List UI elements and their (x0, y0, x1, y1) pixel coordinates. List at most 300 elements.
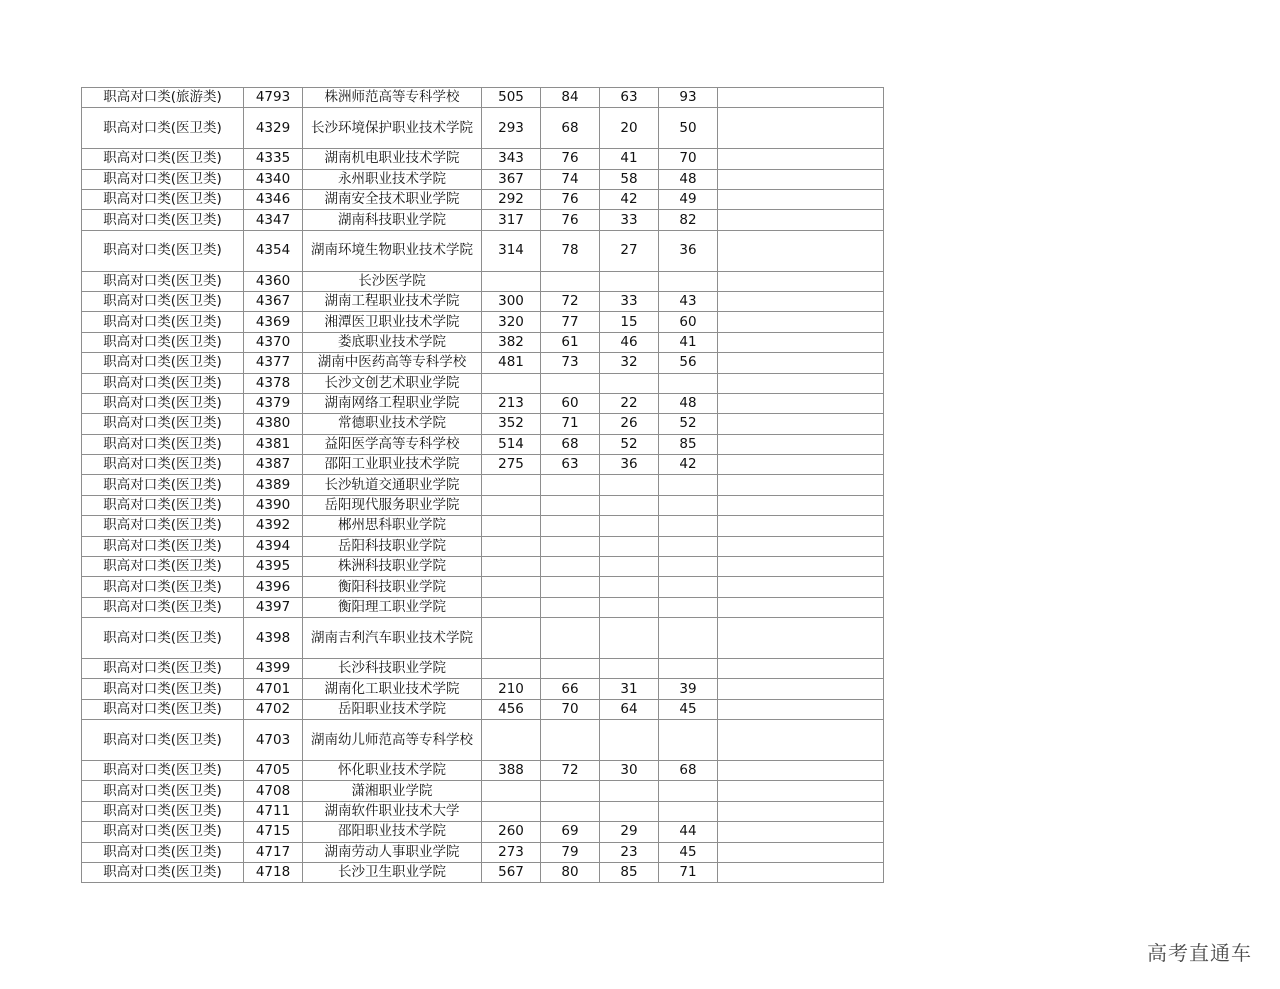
school-code-cell: 4398 (244, 618, 303, 659)
table-row (82, 577, 884, 597)
school-name-cell: 湖南中医药高等专科学校 (303, 353, 482, 373)
category-cell: 职高对口类(医卫类) (82, 495, 244, 515)
table-row (82, 862, 884, 882)
value-cell-4: 41 (659, 332, 718, 352)
school-name-cell: 邵阳职业技术学院 (303, 822, 482, 842)
school-name-cell: 湖南吉利汽车职业技术学院 (303, 618, 482, 659)
value-cell-5 (718, 597, 884, 617)
value-cell-5 (718, 414, 884, 434)
value-cell-4 (659, 373, 718, 393)
category-cell: 职高对口类(医卫类) (82, 332, 244, 352)
value-cell-2 (541, 658, 600, 678)
value-cell-1 (482, 597, 541, 617)
category-cell: 职高对口类(医卫类) (82, 516, 244, 536)
value-cell-5 (718, 169, 884, 189)
value-cell-1: 210 (482, 679, 541, 699)
value-cell-4 (659, 557, 718, 577)
value-cell-2 (541, 618, 600, 659)
school-code-cell: 4369 (244, 312, 303, 332)
category-cell: 职高对口类(医卫类) (82, 760, 244, 780)
value-cell-1: 367 (482, 169, 541, 189)
table-row (82, 455, 884, 475)
value-cell-4 (659, 597, 718, 617)
category-cell: 职高对口类(医卫类) (82, 475, 244, 495)
school-code-cell: 4370 (244, 332, 303, 352)
category-cell: 职高对口类(医卫类) (82, 455, 244, 475)
value-cell-2: 60 (541, 393, 600, 413)
school-code-cell: 4708 (244, 781, 303, 801)
value-cell-2: 78 (541, 230, 600, 271)
value-cell-2 (541, 597, 600, 617)
value-cell-2: 80 (541, 862, 600, 882)
school-name-cell: 湖南科技职业学院 (303, 210, 482, 230)
school-code-cell: 4380 (244, 414, 303, 434)
value-cell-2: 66 (541, 679, 600, 699)
value-cell-3: 23 (600, 842, 659, 862)
school-name-cell: 株洲科技职业学院 (303, 557, 482, 577)
school-name-cell: 长沙医学院 (303, 271, 482, 291)
value-cell-1 (482, 720, 541, 761)
value-cell-3 (600, 618, 659, 659)
value-cell-2 (541, 781, 600, 801)
value-cell-5 (718, 210, 884, 230)
value-cell-2: 76 (541, 210, 600, 230)
school-name-cell: 湖南网络工程职业学院 (303, 393, 482, 413)
school-code-cell: 4717 (244, 842, 303, 862)
value-cell-5 (718, 781, 884, 801)
value-cell-1 (482, 536, 541, 556)
value-cell-5 (718, 720, 884, 761)
school-name-cell: 湖南安全技术职业学院 (303, 189, 482, 209)
value-cell-3: 22 (600, 393, 659, 413)
school-code-cell: 4715 (244, 822, 303, 842)
value-cell-4: 48 (659, 393, 718, 413)
value-cell-5 (718, 271, 884, 291)
value-cell-5 (718, 801, 884, 821)
school-name-cell: 湖南软件职业技术大学 (303, 801, 482, 821)
value-cell-1 (482, 475, 541, 495)
category-cell: 职高对口类(医卫类) (82, 189, 244, 209)
school-name-cell: 常德职业技术学院 (303, 414, 482, 434)
table-row (82, 679, 884, 699)
table-row (82, 312, 884, 332)
value-cell-3 (600, 658, 659, 678)
value-cell-5 (718, 312, 884, 332)
category-cell: 职高对口类(医卫类) (82, 414, 244, 434)
school-name-cell: 邵阳工业职业技术学院 (303, 455, 482, 475)
value-cell-4: 52 (659, 414, 718, 434)
value-cell-1: 314 (482, 230, 541, 271)
value-cell-5 (718, 516, 884, 536)
table-row (82, 781, 884, 801)
category-cell: 职高对口类(医卫类) (82, 781, 244, 801)
value-cell-2 (541, 373, 600, 393)
value-cell-1: 388 (482, 760, 541, 780)
category-cell: 职高对口类(医卫类) (82, 108, 244, 149)
value-cell-3: 30 (600, 760, 659, 780)
school-name-cell: 衡阳科技职业学院 (303, 577, 482, 597)
value-cell-2: 76 (541, 189, 600, 209)
value-cell-2 (541, 271, 600, 291)
school-name-cell: 永州职业技术学院 (303, 169, 482, 189)
category-cell: 职高对口类(医卫类) (82, 210, 244, 230)
school-code-cell: 4701 (244, 679, 303, 699)
category-cell: 职高对口类(医卫类) (82, 373, 244, 393)
value-cell-3 (600, 495, 659, 515)
value-cell-5 (718, 495, 884, 515)
table-row (82, 822, 884, 842)
value-cell-5 (718, 842, 884, 862)
category-cell: 职高对口类(医卫类) (82, 393, 244, 413)
table-row (82, 536, 884, 556)
school-name-cell: 湖南工程职业技术学院 (303, 291, 482, 311)
table-row (82, 720, 884, 761)
value-cell-5 (718, 149, 884, 169)
value-cell-3: 27 (600, 230, 659, 271)
school-name-cell: 怀化职业技术学院 (303, 760, 482, 780)
value-cell-3 (600, 475, 659, 495)
table-row (82, 332, 884, 352)
table-row (82, 88, 884, 108)
value-cell-3: 46 (600, 332, 659, 352)
value-cell-1: 514 (482, 434, 541, 454)
value-cell-2 (541, 536, 600, 556)
category-cell: 职高对口类(医卫类) (82, 801, 244, 821)
value-cell-4 (659, 720, 718, 761)
value-cell-2: 79 (541, 842, 600, 862)
value-cell-3 (600, 720, 659, 761)
school-name-cell: 长沙轨道交通职业学院 (303, 475, 482, 495)
value-cell-1: 300 (482, 291, 541, 311)
value-cell-3: 63 (600, 88, 659, 108)
school-name-cell: 岳阳现代服务职业学院 (303, 495, 482, 515)
value-cell-4 (659, 536, 718, 556)
category-cell: 职高对口类(医卫类) (82, 149, 244, 169)
school-name-cell: 株洲师范高等专科学校 (303, 88, 482, 108)
category-cell: 职高对口类(医卫类) (82, 230, 244, 271)
value-cell-5 (718, 679, 884, 699)
value-cell-5 (718, 760, 884, 780)
value-cell-1 (482, 557, 541, 577)
category-cell: 职高对口类(医卫类) (82, 291, 244, 311)
value-cell-2: 72 (541, 760, 600, 780)
school-code-cell: 4378 (244, 373, 303, 393)
table-row (82, 210, 884, 230)
category-cell: 职高对口类(旅游类) (82, 88, 244, 108)
value-cell-1: 456 (482, 699, 541, 719)
value-cell-3: 33 (600, 210, 659, 230)
school-code-cell: 4346 (244, 189, 303, 209)
school-name-cell: 湖南劳动人事职业学院 (303, 842, 482, 862)
value-cell-3: 41 (600, 149, 659, 169)
table-row (82, 475, 884, 495)
value-cell-5 (718, 658, 884, 678)
school-code-cell: 4387 (244, 455, 303, 475)
school-code-cell: 4377 (244, 353, 303, 373)
school-code-cell: 4379 (244, 393, 303, 413)
school-name-cell: 益阳医学高等专科学校 (303, 434, 482, 454)
category-cell: 职高对口类(医卫类) (82, 597, 244, 617)
category-cell: 职高对口类(医卫类) (82, 169, 244, 189)
value-cell-3: 42 (600, 189, 659, 209)
school-code-cell: 4335 (244, 149, 303, 169)
value-cell-4: 42 (659, 455, 718, 475)
school-code-cell: 4793 (244, 88, 303, 108)
value-cell-2: 70 (541, 699, 600, 719)
table-row (82, 149, 884, 169)
value-cell-5 (718, 230, 884, 271)
value-cell-4: 70 (659, 149, 718, 169)
school-name-cell: 湖南机电职业技术学院 (303, 149, 482, 169)
value-cell-4 (659, 801, 718, 821)
school-code-cell: 4397 (244, 597, 303, 617)
value-cell-3 (600, 801, 659, 821)
school-name-cell: 湖南环境生物职业技术学院 (303, 230, 482, 271)
school-name-cell: 湖南幼儿师范高等专科学校 (303, 720, 482, 761)
school-name-cell: 湖南化工职业技术学院 (303, 679, 482, 699)
school-code-cell: 4367 (244, 291, 303, 311)
table-row (82, 495, 884, 515)
value-cell-2: 71 (541, 414, 600, 434)
value-cell-1: 481 (482, 353, 541, 373)
school-name-cell: 长沙卫生职业学院 (303, 862, 482, 882)
school-name-cell: 潇湘职业学院 (303, 781, 482, 801)
value-cell-3: 58 (600, 169, 659, 189)
value-cell-5 (718, 618, 884, 659)
value-cell-4: 49 (659, 189, 718, 209)
category-cell: 职高对口类(医卫类) (82, 312, 244, 332)
value-cell-5 (718, 393, 884, 413)
value-cell-5 (718, 332, 884, 352)
value-cell-4 (659, 495, 718, 515)
category-cell: 职高对口类(医卫类) (82, 271, 244, 291)
table-row (82, 658, 884, 678)
value-cell-4: 39 (659, 679, 718, 699)
school-code-cell: 4718 (244, 862, 303, 882)
value-cell-5 (718, 699, 884, 719)
value-cell-4: 45 (659, 842, 718, 862)
school-code-cell: 4360 (244, 271, 303, 291)
value-cell-1 (482, 618, 541, 659)
value-cell-2: 76 (541, 149, 600, 169)
category-cell: 职高对口类(医卫类) (82, 842, 244, 862)
value-cell-3: 31 (600, 679, 659, 699)
value-cell-5 (718, 88, 884, 108)
table-row (82, 169, 884, 189)
school-code-cell: 4396 (244, 577, 303, 597)
value-cell-2: 73 (541, 353, 600, 373)
table-row (82, 801, 884, 821)
value-cell-5 (718, 373, 884, 393)
value-cell-4: 48 (659, 169, 718, 189)
school-code-cell: 4392 (244, 516, 303, 536)
table-row (82, 434, 884, 454)
school-name-cell: 湘潭医卫职业技术学院 (303, 312, 482, 332)
value-cell-3: 36 (600, 455, 659, 475)
admission-score-table (81, 87, 884, 883)
value-cell-1 (482, 658, 541, 678)
school-code-cell: 4389 (244, 475, 303, 495)
value-cell-4 (659, 475, 718, 495)
category-cell: 职高对口类(医卫类) (82, 434, 244, 454)
value-cell-3 (600, 557, 659, 577)
school-name-cell: 长沙环境保护职业技术学院 (303, 108, 482, 149)
value-cell-3: 26 (600, 414, 659, 434)
school-code-cell: 4390 (244, 495, 303, 515)
value-cell-2 (541, 495, 600, 515)
value-cell-5 (718, 353, 884, 373)
value-cell-4 (659, 577, 718, 597)
value-cell-3 (600, 536, 659, 556)
value-cell-1 (482, 495, 541, 515)
school-code-cell: 4702 (244, 699, 303, 719)
school-name-cell: 岳阳科技职业学院 (303, 536, 482, 556)
value-cell-5 (718, 475, 884, 495)
value-cell-4: 45 (659, 699, 718, 719)
value-cell-5 (718, 189, 884, 209)
category-cell: 职高对口类(医卫类) (82, 679, 244, 699)
school-name-cell: 岳阳职业技术学院 (303, 699, 482, 719)
table-row (82, 516, 884, 536)
value-cell-4: 56 (659, 353, 718, 373)
value-cell-1: 567 (482, 862, 541, 882)
value-cell-1: 317 (482, 210, 541, 230)
school-code-cell: 4711 (244, 801, 303, 821)
value-cell-4: 44 (659, 822, 718, 842)
table-row (82, 189, 884, 209)
value-cell-2 (541, 720, 600, 761)
value-cell-4: 36 (659, 230, 718, 271)
value-cell-4: 71 (659, 862, 718, 882)
value-cell-1: 260 (482, 822, 541, 842)
value-cell-2: 74 (541, 169, 600, 189)
value-cell-5 (718, 862, 884, 882)
value-cell-1 (482, 577, 541, 597)
value-cell-5 (718, 108, 884, 149)
value-cell-2: 69 (541, 822, 600, 842)
value-cell-5 (718, 455, 884, 475)
category-cell: 职高对口类(医卫类) (82, 822, 244, 842)
value-cell-2: 77 (541, 312, 600, 332)
value-cell-2: 63 (541, 455, 600, 475)
value-cell-1 (482, 516, 541, 536)
table-row (82, 230, 884, 271)
value-cell-1: 352 (482, 414, 541, 434)
value-cell-3: 15 (600, 312, 659, 332)
value-cell-4 (659, 271, 718, 291)
value-cell-1: 343 (482, 149, 541, 169)
category-cell: 职高对口类(医卫类) (82, 862, 244, 882)
value-cell-1: 292 (482, 189, 541, 209)
category-cell: 职高对口类(医卫类) (82, 557, 244, 577)
table-row (82, 699, 884, 719)
value-cell-4: 43 (659, 291, 718, 311)
school-code-cell: 4347 (244, 210, 303, 230)
value-cell-4: 50 (659, 108, 718, 149)
value-cell-4: 60 (659, 312, 718, 332)
value-cell-4: 93 (659, 88, 718, 108)
table-row (82, 618, 884, 659)
value-cell-1 (482, 801, 541, 821)
school-code-cell: 4394 (244, 536, 303, 556)
table-row (82, 842, 884, 862)
value-cell-1 (482, 271, 541, 291)
value-cell-5 (718, 536, 884, 556)
value-cell-4 (659, 781, 718, 801)
category-cell: 职高对口类(医卫类) (82, 618, 244, 659)
value-cell-1: 293 (482, 108, 541, 149)
value-cell-2: 72 (541, 291, 600, 311)
value-cell-4 (659, 618, 718, 659)
school-code-cell: 4399 (244, 658, 303, 678)
table-row (82, 271, 884, 291)
value-cell-3 (600, 781, 659, 801)
table-row (82, 414, 884, 434)
school-name-cell: 郴州思科职业学院 (303, 516, 482, 536)
value-cell-3 (600, 271, 659, 291)
category-cell: 职高对口类(医卫类) (82, 658, 244, 678)
value-cell-4: 68 (659, 760, 718, 780)
category-cell: 职高对口类(医卫类) (82, 353, 244, 373)
school-code-cell: 4395 (244, 557, 303, 577)
school-name-cell: 长沙文创艺术职业学院 (303, 373, 482, 393)
value-cell-3: 52 (600, 434, 659, 454)
category-cell: 职高对口类(医卫类) (82, 720, 244, 761)
value-cell-2 (541, 577, 600, 597)
table-row (82, 760, 884, 780)
value-cell-3 (600, 373, 659, 393)
school-code-cell: 4705 (244, 760, 303, 780)
school-code-cell: 4703 (244, 720, 303, 761)
value-cell-3: 33 (600, 291, 659, 311)
school-code-cell: 4354 (244, 230, 303, 271)
value-cell-3: 29 (600, 822, 659, 842)
value-cell-1: 320 (482, 312, 541, 332)
value-cell-4 (659, 658, 718, 678)
value-cell-3: 64 (600, 699, 659, 719)
school-code-cell: 4381 (244, 434, 303, 454)
value-cell-3: 20 (600, 108, 659, 149)
value-cell-2 (541, 475, 600, 495)
value-cell-1 (482, 373, 541, 393)
table-body (82, 88, 884, 883)
watermark-text: 高考直通车 (1147, 941, 1252, 965)
value-cell-2 (541, 801, 600, 821)
value-cell-2: 68 (541, 108, 600, 149)
value-cell-1: 273 (482, 842, 541, 862)
table-row (82, 353, 884, 373)
value-cell-3 (600, 516, 659, 536)
value-cell-1 (482, 781, 541, 801)
school-code-cell: 4329 (244, 108, 303, 149)
value-cell-3: 32 (600, 353, 659, 373)
value-cell-2 (541, 516, 600, 536)
value-cell-3: 85 (600, 862, 659, 882)
value-cell-1: 213 (482, 393, 541, 413)
table-row (82, 291, 884, 311)
table-row (82, 597, 884, 617)
value-cell-4: 82 (659, 210, 718, 230)
value-cell-2: 84 (541, 88, 600, 108)
value-cell-4: 85 (659, 434, 718, 454)
table-row (82, 108, 884, 149)
school-name-cell: 衡阳理工职业学院 (303, 597, 482, 617)
value-cell-1: 505 (482, 88, 541, 108)
value-cell-5 (718, 577, 884, 597)
value-cell-1: 275 (482, 455, 541, 475)
value-cell-5 (718, 557, 884, 577)
category-cell: 职高对口类(医卫类) (82, 536, 244, 556)
